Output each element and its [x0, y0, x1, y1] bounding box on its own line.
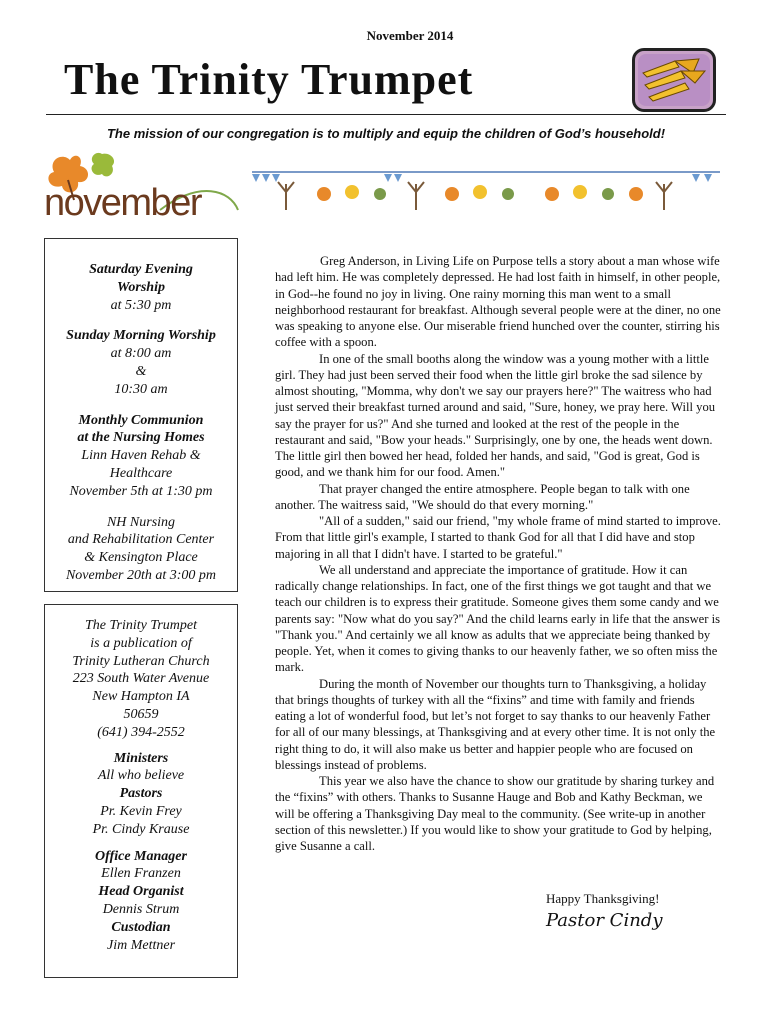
ministers-value: All who believe	[97, 768, 185, 784]
month-word: november	[44, 182, 201, 224]
article-paragraph: During the month of November our thoughts turn to Thanksgiving, a holiday that brings thoughts of turkey with all the “fixins” and time with family and friends eating a lot of wonderful food, but let’s not forget to say thanks to our heavenly Father for all of our many blessings, at Thanksgiving and at every other time. It is not only the right thing to do, it will also make us better and happier people who are focused on blessings instead of problems.	[275, 676, 716, 772]
communion-title-1: Monthly Communion	[78, 412, 204, 428]
article-paragraph: We all understand and appreciate the importance of gratitude. How it can radically change relationships. In fact, one of the first things we got taught and that we teach our children is to express their gratitude. Someone gives them some candy and we parents say: "Now what do you say?" And the child learns early in life that the answer is "Thank you." And certainly we all know as adults that we appreciate being thanked by people. Yet, when it comes to giving thanks to our heavenly father, we so often miss the mark.	[275, 562, 720, 675]
pastors-label: Pastors	[119, 786, 163, 802]
pub-line-7: (641) 394-2552	[97, 724, 185, 740]
office-label: Office Manager	[95, 848, 187, 864]
organist-value: Dennis Strum	[102, 901, 180, 917]
mission-statement: The mission of our congregation is to multiply and equip the children of God’s household!	[106, 126, 666, 141]
pastor-1: Pr. Kevin Frey	[100, 803, 182, 819]
saturday-title-2: Worship	[117, 279, 165, 295]
pub-line-5: New Hampton IA	[92, 689, 190, 705]
issue-date: November 2014	[366, 28, 454, 43]
newsletter-title: The Trinity Trumpet	[64, 55, 474, 104]
worship-schedule-box	[44, 238, 238, 592]
office-value: Ellen Franzen	[101, 866, 181, 882]
sunday-time-1: at 8:00 am	[110, 346, 172, 362]
linn-line-1: Linn Haven Rehab &	[81, 448, 201, 464]
sunday-amp: &	[135, 363, 147, 379]
pub-line-2: is a publication of	[90, 635, 192, 651]
pastor-article	[275, 253, 721, 854]
sunday-title: Sunday Morning Worship	[66, 328, 216, 344]
article-paragraph: This year we also have the chance to show our gratitude by sharing turkey and the “fixins” with others. Thanks to Susanne Hauge and Bob and Kathy Beckman, we will be offering a Thanksgiving Day meal to the community. (See write-up in another section of this newsletter.) If you would like to show your gratitude to God by helping, give Susanne a call.	[275, 774, 715, 853]
ministers-label: Ministers	[113, 750, 169, 766]
custodian-value: Jim Mettner	[106, 937, 176, 953]
pastor-2: Pr. Cindy Krause	[92, 821, 190, 837]
pub-line-3: Trinity Lutheran Church	[72, 653, 210, 669]
pastor-signature: Pastor Cindy	[546, 910, 663, 931]
organist-label: Head Organist	[98, 884, 184, 900]
sunday-time-2: 10:30 am	[114, 381, 168, 397]
communion-title-2: at the Nursing Homes	[77, 430, 205, 446]
saturday-time: at 5:30 pm	[110, 297, 172, 313]
article-paragraph: In one of the small booths along the window was a young mother with a little girl. They had just been served their food when the little girl broke the sad silence by almost shouting, "Momma, why don't we say our prayers here?" The waitress who had just served their breakfast turned around and said, "Sure, honey, we pray here. Will you say the prayer for us?" And she turned and looked at the rest of the people in the restaurant and said, "Bow your heads." Surprisingly, one by one, the heads went down. The little girl then bowed her head, folded her hands, and said, "God is great, God is good, and we thank him for our food. Amen."	[275, 351, 716, 480]
autumn-banner	[252, 170, 720, 214]
article-paragraph: Greg Anderson, in Living Life on Purpose tells a story about a man whose wife had left him. He was completely depressed. He had lost faith in himself, in other people, in God--he found no joy in living. One rainy morning this man went to a small neighborhood restaurant for breakfast. Although several people were at the diner, no one was speaking to anyone else. Our miserable friend hunched over the counter, stirring his coffee with a spoon.	[275, 254, 721, 350]
trumpet-logo-icon	[632, 48, 716, 112]
article-paragraph: "All of a sudden," said our friend, "my whole frame of mind started to improve. From that little girl's example, I started to thank God for all that I did have and stop majoring in all that I didn't have. I started to be grateful."	[275, 514, 721, 561]
nh-line-4: November 20th at 3:00 pm	[65, 567, 217, 583]
custodian-label: Custodian	[111, 919, 171, 935]
pub-line-4: 223 South Water Avenue	[72, 671, 210, 687]
saturday-title: Saturday Evening	[89, 262, 193, 277]
publication-info-box	[44, 604, 238, 978]
closing-line: Happy Thanksgiving!	[546, 891, 660, 906]
article-paragraph: That prayer changed the entire atmosphere. People began to talk with one another. The waitress said, "We should do that every morning."	[275, 481, 690, 512]
nh-line-3: & Kensington Place	[84, 550, 198, 566]
pub-line-6: 50659	[123, 706, 159, 722]
nh-line-2: and Rehabilitation Center	[67, 532, 215, 548]
linn-line-3: November 5th at 1:30 pm	[69, 483, 213, 499]
pub-line-1: The Trinity Trumpet	[84, 618, 198, 633]
title-rule	[46, 114, 726, 115]
linn-line-2: Healthcare	[109, 465, 173, 481]
nh-line-1: NH Nursing	[106, 514, 176, 530]
